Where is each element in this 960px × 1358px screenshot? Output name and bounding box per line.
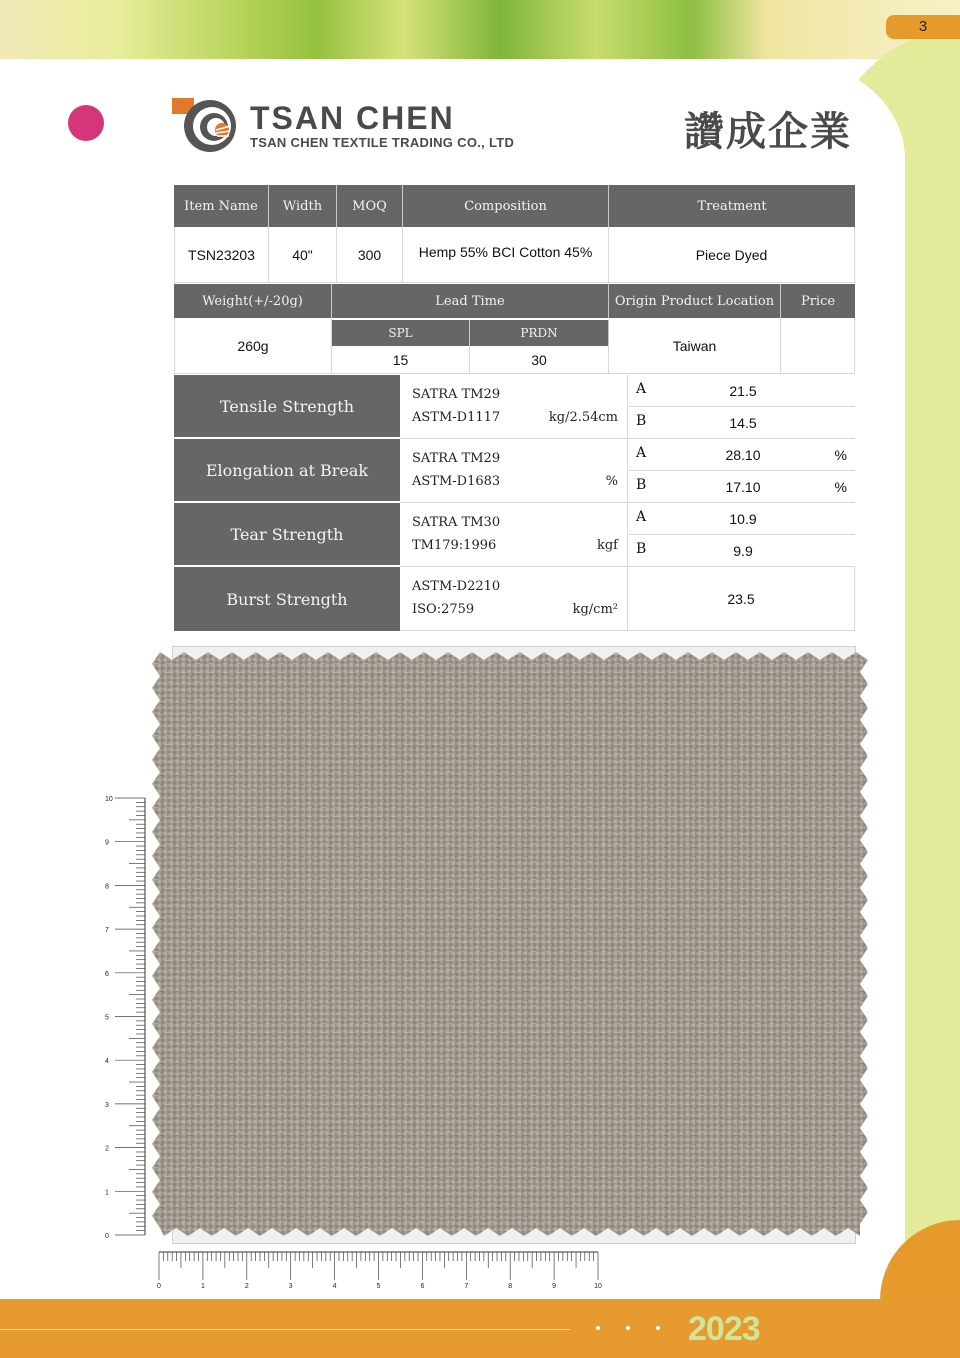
method-line-2: ASTM-D1117 <box>412 410 501 425</box>
pink-dot-marker <box>68 105 104 141</box>
ruler-label: 6 <box>105 970 109 978</box>
footer-line <box>0 1329 570 1330</box>
test-name-tensile: Tensile Strength <box>174 375 400 439</box>
ruler-label: 8 <box>105 883 109 891</box>
method-line-1: SATRA TM29 <box>412 387 501 402</box>
ruler-label: 3 <box>288 1283 293 1290</box>
header-price: Price <box>781 284 855 318</box>
value-moq: 300 <box>337 227 403 283</box>
result-unit: % <box>834 447 847 463</box>
ruler-label: 10 <box>594 1283 602 1290</box>
ruler-label: 4 <box>332 1283 337 1290</box>
ruler-label: 9 <box>105 839 109 847</box>
result-row-b <box>628 471 855 503</box>
result-row-b <box>628 407 855 439</box>
method-unit: % <box>605 474 618 489</box>
method-line-1: SATRA TM30 <box>412 515 501 530</box>
result-label: B <box>636 413 647 429</box>
result-value: 28.10 <box>725 447 761 463</box>
result-row-a <box>628 375 855 407</box>
result-label: A <box>636 381 647 397</box>
vertical-ruler <box>100 790 150 1242</box>
ruler-label: 1 <box>200 1283 205 1290</box>
ruler-label: 5 <box>376 1283 381 1290</box>
value-item-name: TSN23203 <box>174 227 269 283</box>
top-decorative-banner <box>0 0 960 59</box>
result-unit: % <box>834 479 847 495</box>
value-prdn: 30 <box>470 346 609 374</box>
brand-chinese-name: 讚成企業 <box>684 109 852 155</box>
header-lead-time: Lead Time <box>332 284 609 318</box>
result-row-a <box>628 503 855 535</box>
ruler-label: 1 <box>105 1189 109 1197</box>
test-name-tear: Tear Strength <box>174 503 400 567</box>
method-line-1: SATRA TM29 <box>412 451 501 466</box>
value-composition: Hemp 55% BCI Cotton 45% <box>403 227 609 283</box>
ruler-label: 7 <box>105 927 109 935</box>
ruler-label: 5 <box>105 1014 109 1022</box>
result-value: 17.10 <box>725 479 761 495</box>
ruler-label: 0 <box>157 1283 161 1290</box>
ruler-label: 2 <box>105 1145 109 1153</box>
fabric-swatch-image <box>152 652 868 1236</box>
result-burst: 23.5 <box>628 567 855 631</box>
test-method-burst <box>400 567 628 631</box>
ruler-label: 8 <box>508 1283 513 1290</box>
value-price <box>781 318 855 374</box>
ruler-label: 3 <box>105 1101 109 1109</box>
test-method-tensile <box>400 375 628 439</box>
brand-subtitle: TSAN CHEN TEXTILE TRADING CO., LTD <box>250 135 515 150</box>
result-label: A <box>636 509 647 525</box>
ruler-label: 0 <box>105 1233 109 1240</box>
header-spl: SPL <box>332 320 470 346</box>
header-item-name: Item Name <box>174 185 269 227</box>
header-prdn: PRDN <box>470 320 609 346</box>
footer-dot <box>656 1326 660 1330</box>
result-label: A <box>636 445 647 461</box>
result-value: 21.5 <box>729 383 757 399</box>
method-line-2: ISO:2759 <box>412 602 475 617</box>
test-method-elongation <box>400 439 628 503</box>
method-line-2: ASTM-D1683 <box>412 474 501 489</box>
value-origin: Taiwan <box>609 318 781 374</box>
footer-dot <box>596 1326 600 1330</box>
result-value: 9.9 <box>733 543 753 559</box>
ruler-label: 6 <box>420 1283 425 1290</box>
header-width: Width <box>269 185 337 227</box>
header-moq: MOQ <box>337 185 403 227</box>
method-unit: kgf <box>596 538 618 553</box>
ruler-label: 9 <box>552 1283 557 1290</box>
method-line-1: ASTM-D2210 <box>412 579 501 594</box>
result-label: B <box>636 541 647 557</box>
footer-dot <box>626 1326 630 1330</box>
test-name-burst: Burst Strength <box>174 567 400 631</box>
footer-year: 2023 <box>688 1310 760 1348</box>
value-weight: 260g <box>174 318 332 374</box>
value-width: 40" <box>269 227 337 283</box>
ruler-label: 10 <box>105 796 113 803</box>
result-value: 10.9 <box>729 511 757 527</box>
ruler-label: 4 <box>105 1058 109 1066</box>
method-unit: kg/cm² <box>572 602 618 617</box>
result-row-b <box>628 535 855 567</box>
result-row-a <box>628 439 855 471</box>
header-composition: Composition <box>403 185 609 227</box>
header-treatment: Treatment <box>609 185 855 227</box>
test-name-elongation: Elongation at Break <box>174 439 400 503</box>
brand-name: TSAN CHEN <box>250 100 455 136</box>
horizontal-ruler <box>150 1246 610 1292</box>
page-number-badge: 3 <box>886 15 960 39</box>
value-treatment: Piece Dyed <box>609 227 855 283</box>
ruler-label: 2 <box>244 1283 249 1290</box>
method-unit: kg/2.54cm <box>548 410 618 425</box>
header-origin: Origin Product Location <box>609 284 781 318</box>
method-line-2: TM179:1996 <box>412 538 497 553</box>
test-method-tear <box>400 503 628 567</box>
result-value: 14.5 <box>729 415 757 431</box>
header-weight: Weight(+/-20g) <box>174 284 332 318</box>
result-label: B <box>636 477 647 493</box>
ruler-label: 7 <box>464 1283 469 1290</box>
value-spl: 15 <box>332 346 470 374</box>
tsan-chen-logo-icon <box>172 96 236 154</box>
